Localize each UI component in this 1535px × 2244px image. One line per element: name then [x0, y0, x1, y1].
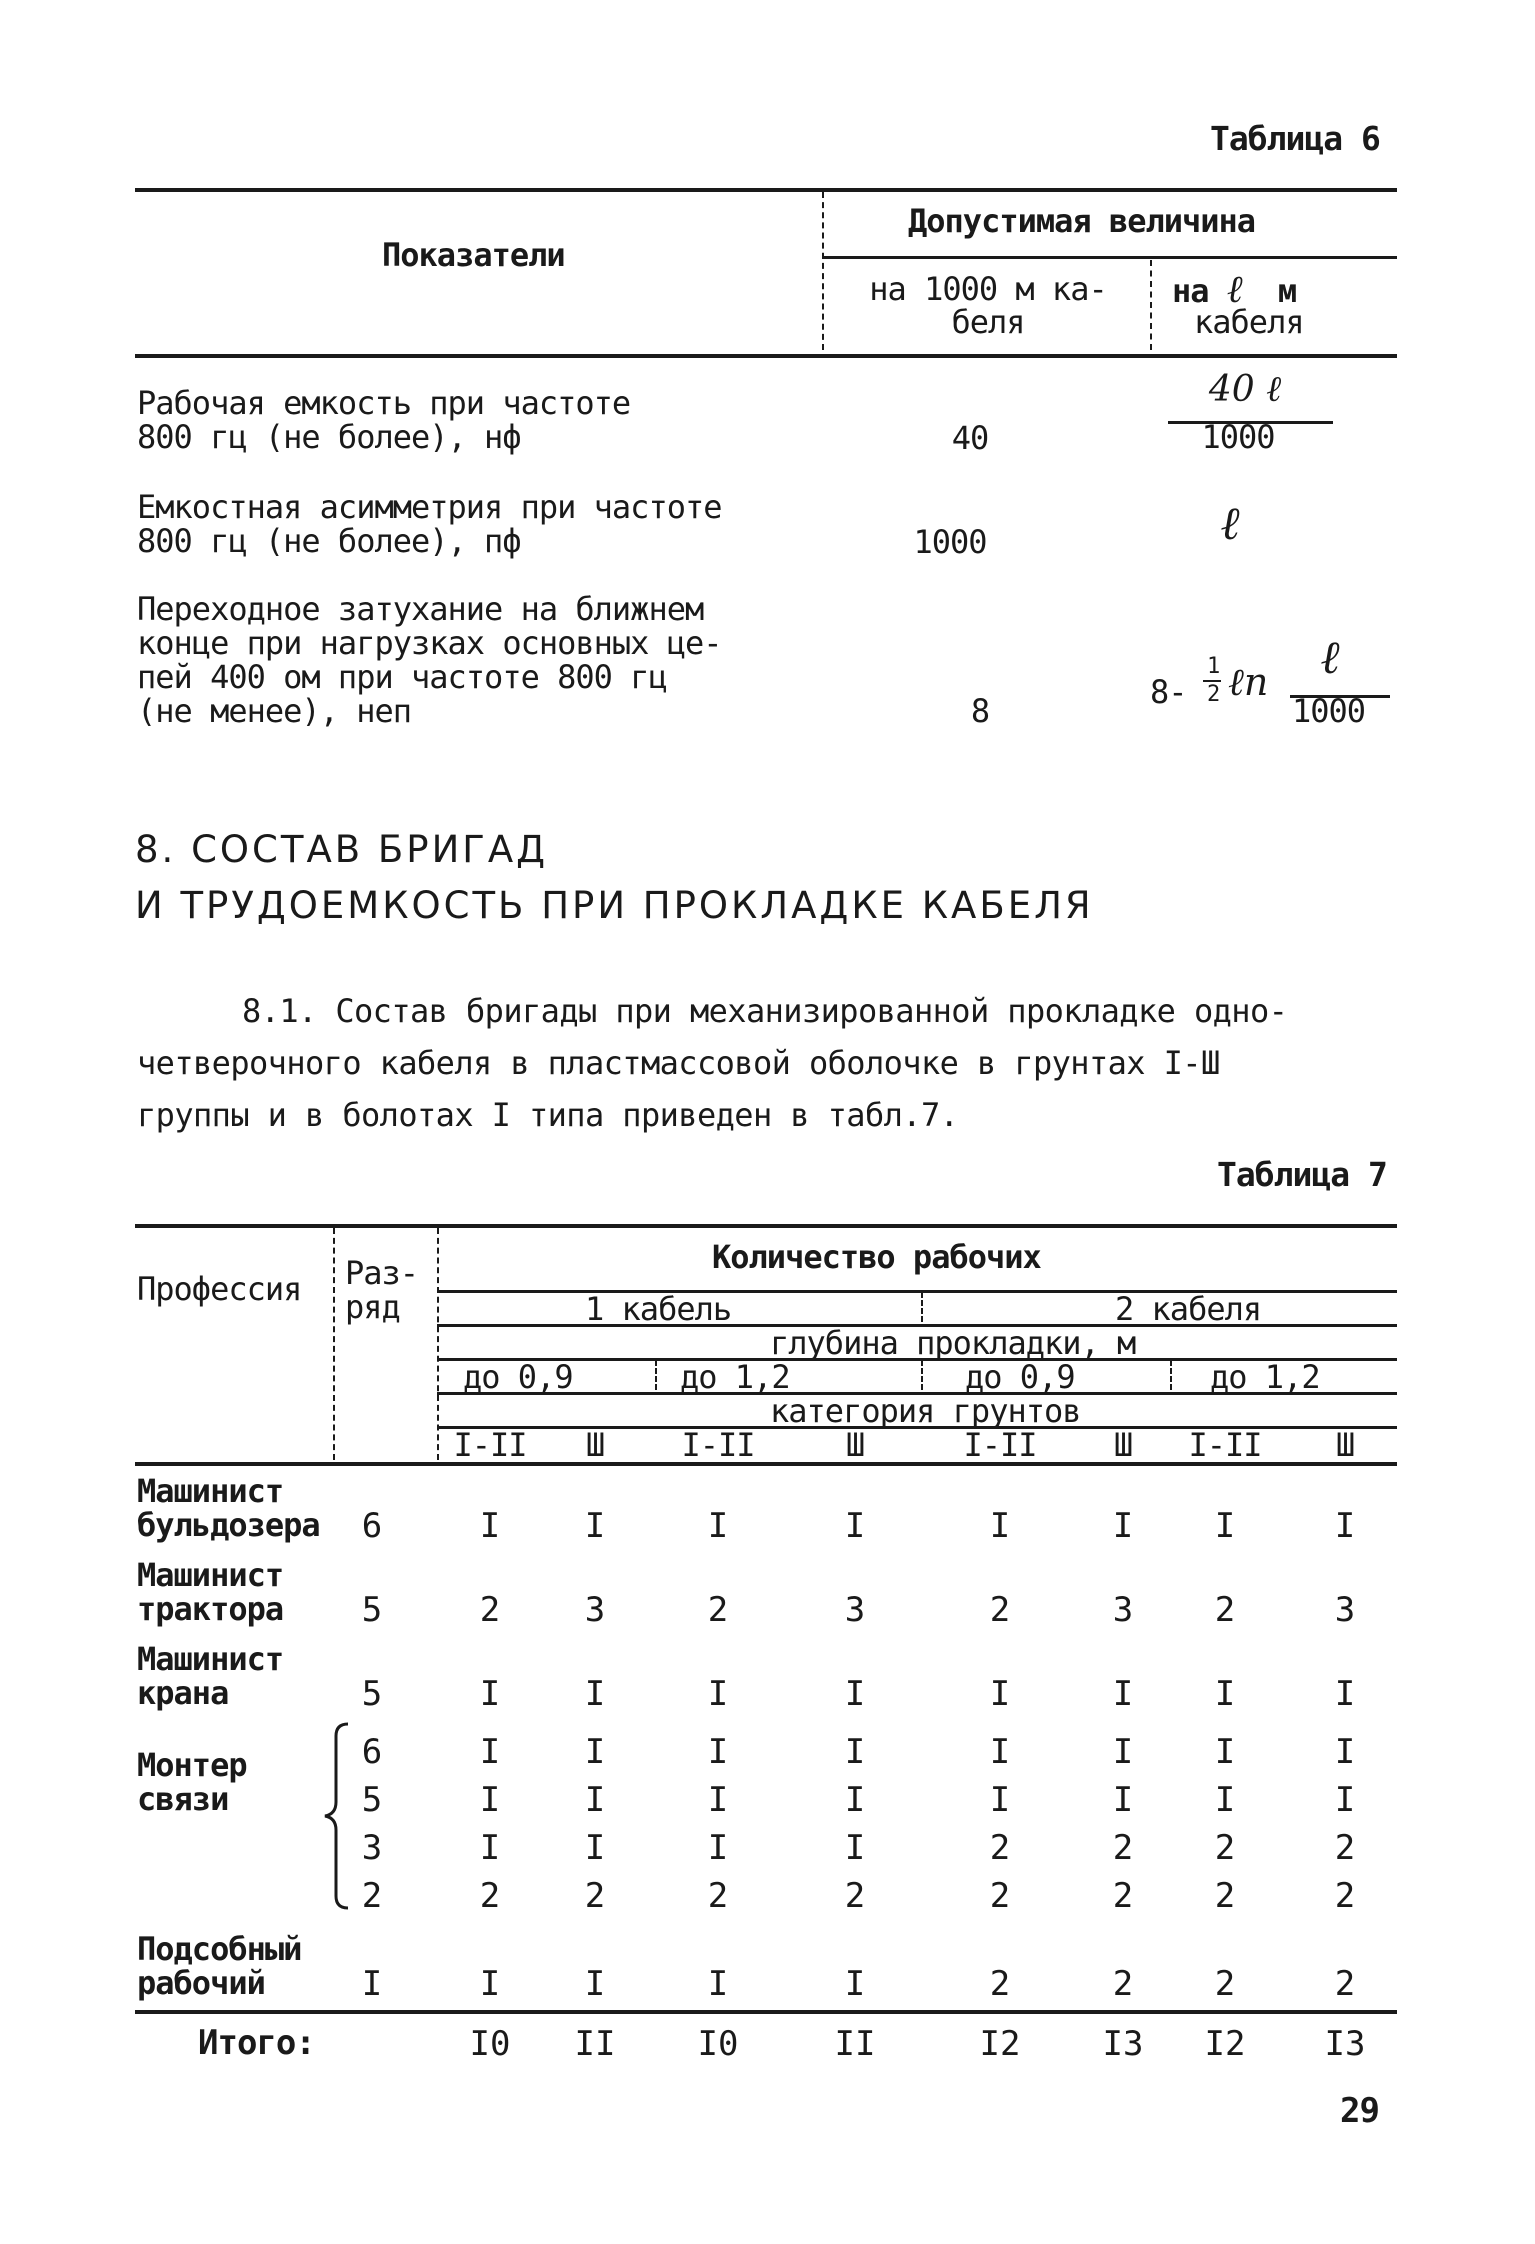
row-helper-name-l1: Подсобный [137, 1930, 302, 1968]
value-cell: 2 [1334, 1828, 1356, 1868]
soil-category-3: I-II [681, 1426, 755, 1464]
table7-header-cable2: 2 кабеля [1115, 1290, 1262, 1328]
table7-header-depth: глубина прокладки, м [770, 1324, 1136, 1362]
value-cell: 2 [1112, 1828, 1134, 1868]
soil-category-6: Ш [1113, 1426, 1133, 1464]
value-cell: I [844, 1674, 866, 1714]
value-cell: I [1112, 1506, 1134, 1546]
table7-caption: Таблица 7 [1217, 1155, 1387, 1194]
table7-head-bottom-rule [135, 1462, 1397, 1466]
total-cell: II [834, 2024, 876, 2064]
soil-category-8: Ш [1335, 1426, 1355, 1464]
per-l-unit: м [1277, 272, 1297, 310]
value-cell: I [584, 1780, 606, 1820]
value-cell: I [707, 1732, 729, 1772]
value-cell: 2 [844, 1876, 866, 1916]
value-cell: I [989, 1674, 1011, 1714]
total-cell: II [574, 2024, 616, 2064]
value-cell: I [1214, 1780, 1236, 1820]
paragraph-line3: группы и в болотах I типа приведен в табл.7. [137, 1096, 959, 1134]
total-cell: I2 [979, 2024, 1021, 2064]
value-cell: 2 [479, 1590, 501, 1630]
value-cell: 2 [1214, 1964, 1236, 2004]
row-montage-name-l2: связи [137, 1780, 229, 1818]
value-cell: 3 [1112, 1590, 1134, 1630]
value-cell: 3 [1334, 1590, 1356, 1630]
soil-category-1: I-II [453, 1426, 527, 1464]
table6-row3-formula-den: 1000 [1292, 692, 1366, 730]
grade-cell: 3 [361, 1828, 383, 1868]
row-helper-name-l2: рабочий [137, 1964, 265, 2002]
table7-d-divider3 [1170, 1360, 1172, 1390]
row-tractor-name-l2: трактора [137, 1590, 284, 1628]
total-cell: I3 [1324, 2024, 1366, 2064]
value-cell: I [844, 1780, 866, 1820]
table7-header-cable1: 1 кабель [585, 1290, 732, 1328]
table7-header-grade-l2: ряд [345, 1288, 400, 1326]
grade-cell: 6 [361, 1506, 383, 1546]
table6-row2-formula: ℓ [1220, 496, 1240, 550]
table7-header-d1: до 0,9 [463, 1358, 573, 1396]
value-cell: I [479, 1674, 501, 1714]
page-number: 29 [1340, 2091, 1379, 2131]
table6-top-rule [135, 188, 1397, 192]
value-cell: I [584, 1506, 606, 1546]
value-cell: 2 [1214, 1590, 1236, 1630]
paragraph-line2: четверочного кабеля в пластмассовой оболочке в грунтах I-Ш [137, 1044, 1220, 1082]
value-cell: 2 [1214, 1876, 1236, 1916]
value-cell: 2 [989, 1964, 1011, 2004]
row-tractor-name-l1: Машинист [137, 1556, 284, 1594]
table6-row3-line2: конце при нагрузках основных це- [137, 624, 722, 662]
value-cell: I [1214, 1732, 1236, 1772]
soil-category-4: Ш [845, 1426, 865, 1464]
table6-subhead-rule [822, 256, 1397, 259]
table6-row3-line4: (не менее), неп [137, 692, 411, 730]
value-cell: 2 [989, 1590, 1011, 1630]
table6-col-divider [822, 192, 824, 350]
table6-head-bottom-rule [135, 354, 1397, 358]
value-cell: I [1112, 1732, 1134, 1772]
table6-row3-line1: Переходное затухание на ближнем [137, 590, 704, 628]
table6-header-per1000-l1: на 1000 м ка- [869, 270, 1107, 308]
table6-row2-line2: 800 гц (не более), пф [137, 522, 521, 560]
table6-header-indicators: Показатели [382, 236, 565, 274]
per-l-prefix: на [1172, 272, 1209, 310]
paragraph-line1: 8.1. Состав бригады при механизированной прокладке одно- [242, 992, 1288, 1030]
value-cell: I [479, 1506, 501, 1546]
table6-row1-line1: Рабочая емкость при частоте [137, 384, 631, 422]
total-cell: I3 [1102, 2024, 1144, 2064]
value-cell: 2 [707, 1590, 729, 1630]
value-cell: I [989, 1732, 1011, 1772]
value-cell: I [1214, 1674, 1236, 1714]
table6-row1-formula-num: 40 ℓ [1208, 369, 1282, 410]
value-cell: 2 [1334, 1964, 1356, 2004]
grade-cell: I [361, 1964, 383, 2004]
value-cell: 2 [1112, 1876, 1134, 1916]
value-cell: I [1214, 1506, 1236, 1546]
soil-category-2: Ш [585, 1426, 605, 1464]
grade-cell: 2 [361, 1876, 383, 1916]
table6-row2-line1: Емкостная асимметрия при частоте [137, 488, 722, 526]
total-cell: I2 [1204, 2024, 1246, 2064]
table7-header-d2: до 1,2 [680, 1358, 790, 1396]
section-title-line2: И ТРУДОЕМКОСТЬ ПРИ ПРОКЛАДКЕ КАБЕЛЯ [135, 884, 1094, 927]
value-cell: I [1334, 1780, 1356, 1820]
row-crane-name-l2: крана [137, 1674, 229, 1712]
table7-header-soil: категория грунтов [770, 1392, 1081, 1430]
table7-col1-divider [333, 1228, 335, 1460]
value-cell: I [479, 1828, 501, 1868]
value-cell: 3 [584, 1590, 606, 1630]
value-cell: I [1334, 1506, 1356, 1546]
table6-row3-ln: ℓn [1228, 660, 1269, 704]
table6-row3-half-num: 1 [1207, 654, 1220, 679]
table7-total-label: Итого: [198, 2023, 315, 2063]
value-cell: I [844, 1506, 866, 1546]
table7-cable-divider [921, 1292, 923, 1322]
grade-cell: 5 [361, 1590, 383, 1630]
soil-category-7: I-II [1188, 1426, 1262, 1464]
table7-header-d4: до 1,2 [1210, 1358, 1320, 1396]
table6-row3-value: 8 [970, 692, 990, 730]
table6-row3-line3: пей 400 ом при частоте 800 гц [137, 658, 667, 696]
value-cell: I [584, 1828, 606, 1868]
row-crane-name-l1: Машинист [137, 1640, 284, 1678]
soil-category-5: I-II [963, 1426, 1037, 1464]
table7-header-grade-l1: Раз- [345, 1254, 419, 1292]
table6-row2-value: 1000 [913, 523, 987, 561]
value-cell: 3 [844, 1590, 866, 1630]
section-title-line1: 8. СОСТАВ БРИГАД [135, 828, 549, 871]
table6-row1-value: 40 [951, 419, 989, 457]
table7-header-workers: Количество рабочих [712, 1238, 1041, 1276]
table6-row3-formula-prefix: 8- [1150, 673, 1187, 711]
table7-header-d3: до 0,9 [965, 1358, 1075, 1396]
value-cell: I [707, 1674, 729, 1714]
table6-subcol-divider [1150, 260, 1152, 350]
value-cell: I [584, 1964, 606, 2004]
table6-header-perl-l2: кабеля [1194, 303, 1304, 341]
value-cell: I [989, 1780, 1011, 1820]
table7-header-profession: Профессия [137, 1270, 302, 1308]
total-cell: I0 [697, 2024, 739, 2064]
table6-row1-line2: 800 гц (не более), нф [137, 418, 521, 456]
value-cell: I [707, 1828, 729, 1868]
value-cell: I [989, 1506, 1011, 1546]
value-cell: I [707, 1964, 729, 2004]
row-bulldozer-name-l2: бульдозера [137, 1506, 320, 1544]
table6-row3-half-den: 2 [1207, 682, 1220, 707]
value-cell: I [707, 1780, 729, 1820]
table6-header-per1000-l2: беля [951, 303, 1025, 341]
value-cell: 2 [1214, 1828, 1236, 1868]
table7-d-divider2 [921, 1360, 923, 1390]
table6-row1-formula-den: 1000 [1201, 418, 1275, 456]
grade-cell: 6 [361, 1732, 383, 1772]
table7-d-divider1 [655, 1360, 657, 1390]
value-cell: 2 [1112, 1964, 1134, 2004]
table6-row3-formula-num: ℓ [1320, 630, 1340, 684]
value-cell: I [479, 1732, 501, 1772]
row-bulldozer-name-l1: Машинист [137, 1472, 284, 1510]
value-cell: 2 [1334, 1876, 1356, 1916]
value-cell: 2 [989, 1828, 1011, 1868]
grade-cell: 5 [361, 1674, 383, 1714]
value-cell: I [1112, 1780, 1134, 1820]
value-cell: I [844, 1964, 866, 2004]
value-cell: I [584, 1674, 606, 1714]
value-cell: I [584, 1732, 606, 1772]
value-cell: I [1334, 1674, 1356, 1714]
value-cell: I [1334, 1732, 1356, 1772]
table7-top-rule [135, 1224, 1397, 1228]
per-l-symbol: ℓ [1226, 267, 1242, 311]
value-cell: 2 [479, 1876, 501, 1916]
value-cell: 2 [989, 1876, 1011, 1916]
value-cell: 2 [584, 1876, 606, 1916]
value-cell: I [479, 1780, 501, 1820]
grade-cell: 5 [361, 1780, 383, 1820]
table6-caption: Таблица 6 [1210, 119, 1380, 158]
total-cell: I0 [469, 2024, 511, 2064]
row-montage-name-l1: Монтер [137, 1746, 247, 1784]
value-cell: I [707, 1506, 729, 1546]
table6-header-allowed: Допустимая величина [908, 202, 1256, 240]
value-cell: 2 [707, 1876, 729, 1916]
table7-total-rule [135, 2010, 1397, 2014]
value-cell: I [844, 1732, 866, 1772]
value-cell: I [844, 1828, 866, 1868]
value-cell: I [479, 1964, 501, 2004]
value-cell: I [1112, 1674, 1134, 1714]
